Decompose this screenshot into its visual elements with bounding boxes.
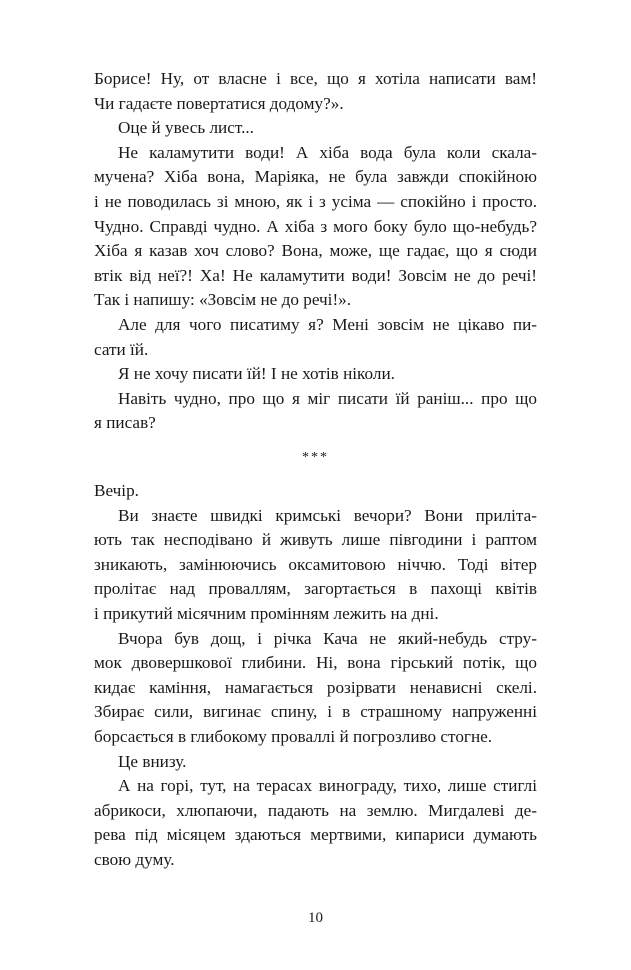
text-line: кидає каміння, намагається розірвати ненависні скелі. [94,677,537,697]
text-line: Чудно. Справді чудно. А хіба з мого боку було що-небудь? [94,216,537,236]
text-line: сати їй. [94,339,149,359]
text-line: мучена? Хіба вона, Маріяка, не була завжди спокійною [94,167,537,187]
text-line: Вечір. [94,481,139,500]
text-line: і не поводилась зі мною, як і з усіма — спокійно і просто. [94,191,537,211]
text-line: рева під місяцем здаються мертвими, кипариси думають [94,825,537,845]
text-line: Борисе! Ну, от власне і все, що я хотіла написати вам! [94,69,537,88]
text-line: Чи гадаєте повертатися додому?». [94,93,344,113]
text-line: мок двовершкової глибини. Ні, вона гірський потік, що [94,653,537,673]
text-line: Вчора був дощ, і річка Кача не який-небудь стру- [118,628,537,648]
text-line: ють так несподівано й живуть лише півгодини і раптом [94,530,537,550]
text-block-bottom [94,479,537,873]
text-line: я писав? [94,413,156,433]
text-line: Я не хочу писати їй! І не хотів ніколи. [118,364,395,384]
text-line: борсається в глибокому проваллі й погрозливо стогне. [94,726,493,746]
text-line: Хіба я казав хоч слово? Вона, може, ще гадає, що я сюди [94,241,537,261]
text-line: втік від неї?! Ха! Не каламутити води! Зовсім не до речі! [94,265,537,285]
text-block-top [94,67,537,436]
text-line: Навіть чудно, про що я міг писати їй раніш... про що [118,388,537,408]
text-line: свою думу. [94,849,175,869]
text-line: Але для чого писатиму я? Мені зовсім не цікаво пи- [118,314,537,334]
text-line: зникають, замінюючись оксамитовою ніччю. Тоді вітер [94,554,537,574]
page-number: 10 [308,910,323,926]
text-line: Це внизу. [118,751,187,771]
text-line: пролітає над проваллям, загортається в пахощі квітів [94,579,537,599]
text-line: Збирає сили, вигинає спину, і в страшному напруженні [94,702,537,722]
text-line: і прикутий місячним промінням лежить на дні. [94,603,439,623]
text-line: абрикоси, хлюпаючи, падають на землю. Мигдалеві де- [94,800,537,820]
text-line: Оце й увесь лист... [118,118,254,138]
text-line: Ви знаєте швидкі кримські вечори? Вони приліта- [118,505,537,525]
section-separator: *** [302,450,329,465]
text-line: Так і напишу: «Зовсім не до речі!». [94,290,352,310]
text-line: Не каламутити води! А хіба вода була коли скала- [118,142,537,162]
text-line: А на горі, тут, на терасах винограду, тихо, лише стиглі [118,776,537,796]
